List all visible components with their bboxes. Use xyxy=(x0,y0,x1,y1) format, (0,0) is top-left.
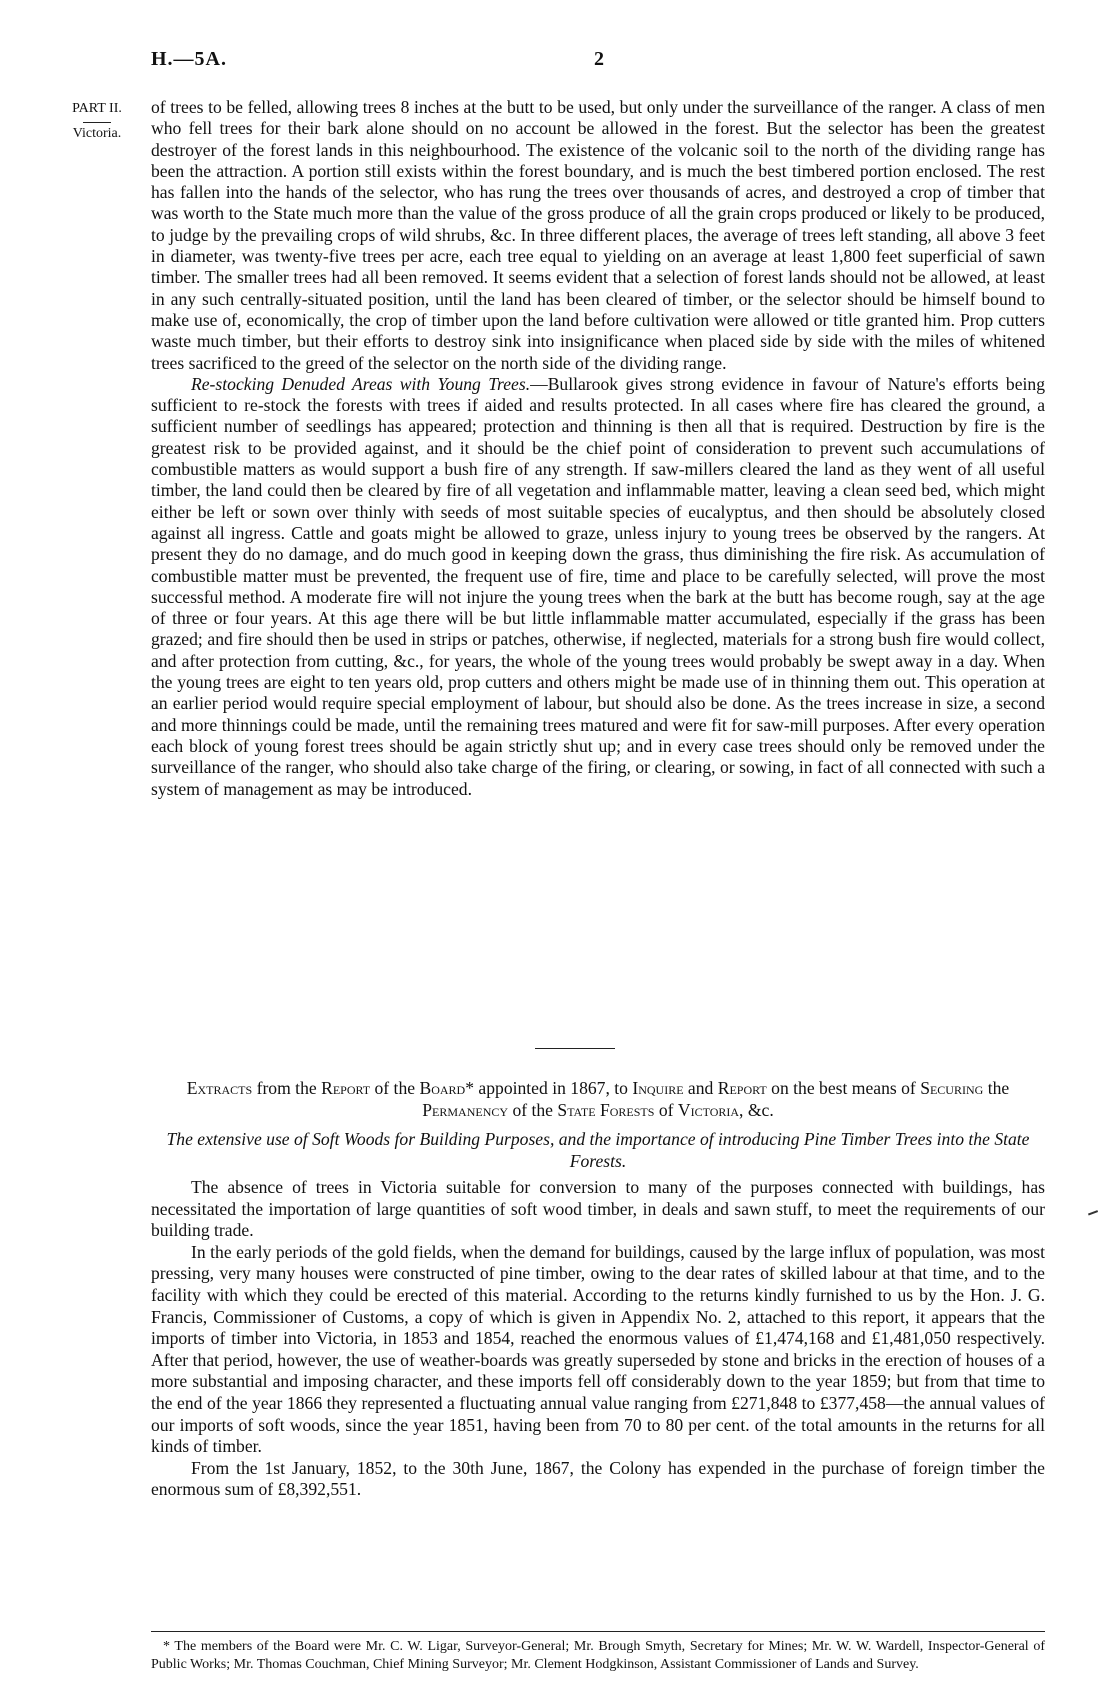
paragraph-gold-fields: In the early periods of the gold fields, when the demand for buildings, caused by the large influx of population, was most pressing, very many houses were constructed of pine timber, owing to the dear rates of skilled labour at that time, and to the facility with which they could be erected of this material. According to the returns kindly furnished to us by the Hon. J. G. Francis, Commissioner of Customs, a copy of which is given in Appendix No. 2, attached to this report, it appears that the imports of timber into Victoria, in 1853 and 1854, reached the enormous values of £1,474,168 and £1,481,050 respectively. After that period, however, the use of weather-boards was greatly superseded by stone and bricks in the erection of houses of a more substantial and imposing character, and these imports fell off considerably down to the year 1859; but from that time to the end of the year 1866 they represented a fluctuating annual value ranging from £271,848 to £377,458—the annual values of our imports of soft woods, since the year 1851, having been from 70 to 80 per cent. of the total amounts in the returns for all kinds of timber. xyxy=(151,1241,1045,1457)
securing-word: Securing xyxy=(920,1078,984,1098)
footnote-rule xyxy=(151,1631,1045,1632)
extracts-text: on the best means of xyxy=(766,1078,921,1098)
section-one xyxy=(151,97,1045,800)
extracts-word: Extracts xyxy=(186,1078,253,1098)
restocking-text: —Bullarook gives strong evidence in favour of Nature's efforts being sufficient to re-stock the forests with trees if aided and results protected. In all cases where fire has cleared the ground, a sufficient number of seedlings has appeared; protection and thinning is then all that is required. Destruction by fire is the greatest risk to be provided against, and it should be the chief point of consideration to prevent such accumulations of combustible matters as would support a bush fire of any strength. If saw-millers cleared the land as they went of all useful timber, the land could then be cleared by fire of all vegetation and inflammable matter, leaving a clean seed bed, which might either be left or sown over thinly with seeds of most suitable species of eucalyptus, and then should be absolutely closed against all ingress. Cattle and goats might be allowed to graze, unless injury to young trees be observed by the rangers. At present they do no damage, and do much good in keeping down the grass, thus diminishing the fire risk. As accumulation of combustible matter must be prevented, the frequent use of fire, time and place to be carefully selected, will prove the most successful method. A moderate fire will not injure the young trees when the bark at the butt has become rough, say at the age of three or four years. At this age there will be but little inflammable matter accumulated, especially if the grass has been grazed; and fire should then be used in strips or patches, otherwise, if neglected, materials for a strong bush fire would collect, and after protection from cutting, &c., for years, the whole of the young trees would probably be swept away in a day. When the young trees are eight to ten years old, prop cutters and others might be made use of in thinning them out. This operation at an earlier period would require special employment of labour, but should also be done. As the trees increase in size, a second and more thinnings could be made, until the remaining trees matured and were fit for saw-mill purposes. After every operation each block of young forest trees should be again strictly shut up; and in every case trees should only be removed under the surveillance of the ranger, who should also take charge of the firing, or clearing, or sowing, in fact of all connected with such a system of management as may be introduced. xyxy=(151,373,1045,799)
margin-part: PART II. xyxy=(72,101,122,116)
margin-region: Victoria. xyxy=(72,126,122,141)
footnote xyxy=(151,1638,1045,1674)
report-word: Report xyxy=(717,1078,767,1098)
inquire-word: Inquire xyxy=(632,1078,684,1098)
permanency-word: Permanency xyxy=(422,1100,509,1120)
paragraph-absence: The absence of trees in Victoria suitable for conversion to many of the purposes connected with buildings, has necessitated the importation of large quantities of soft wood timber, in deals and sawn stuff, to meet the requirements of our building trade. xyxy=(151,1177,1045,1241)
restocking-heading: Re-stocking Denuded Areas with Young Trees. xyxy=(191,373,531,394)
margin-note xyxy=(52,98,142,145)
extracts-text: of the xyxy=(370,1078,420,1098)
margin-mark xyxy=(1086,1205,1098,1216)
extracts-text: appointed in 1867, to xyxy=(474,1078,633,1098)
extracts-text: of xyxy=(654,1100,678,1120)
document-reference: H.—5A. xyxy=(151,48,227,70)
report-word: Report xyxy=(321,1078,371,1098)
board-word: Board* xyxy=(419,1078,475,1098)
page-number: 2 xyxy=(594,48,604,70)
state-forests-word: State Forests xyxy=(557,1100,655,1120)
paragraph-restocking xyxy=(151,374,1045,800)
extracts-text: , &c. xyxy=(739,1100,774,1120)
section-divider xyxy=(535,1048,615,1049)
paragraph-expenditure: From the 1st January, 1852, to the 30th June, 1867, the Colony has expended in the purchase of foreign timber the enormous sum of £8,392,551. xyxy=(151,1457,1045,1500)
extracts-text: of the xyxy=(508,1100,558,1120)
section-two xyxy=(151,1177,1045,1501)
footnote-text: The members of the Board were Mr. C. W. Ligar, Surveyor-General; Mr. Brough Smyth, Secretary for Mines; Mr. W. W. Wardell, Inspector-General of Public Works; Mr. Thomas Couchman, Chief Mining Surveyor; Mr. Clement Hodgkinson, Assistant Commissioner of Lands and Survey. xyxy=(151,1639,1045,1672)
extracts-heading xyxy=(151,1077,1045,1121)
extracts-text: the xyxy=(983,1078,1010,1098)
paragraph-selector: of trees to be felled, allowing trees 8 inches at the butt to be used, but only under the surveillance of the ranger. A class of men who fell trees for their bark alone should on no account be allowed in the forest. But the selector has been the greatest destroyer of the forest lands in this neighbourhood. The existence of the volcanic soil to the north of the dividing range has been the attraction. A portion still exists within the forest boundary, and is much the best timbered portion enclosed. The rest has fallen into the hands of the selector, who has rung the trees over thousands of acres, and destroyed a crop of timber that was worth to the State much more than the value of the gross produce of all the grain crops produced or likely to be produced, to judge by the prevailing crops of wild shrubs, &c. In three different places, the average of trees left standing, all above 3 feet in diameter, was twenty-five trees per acre, each tree equal to yielding on an average at least 1,800 feet superficial of sawn timber. The smaller trees had all been removed. It seems evident that a selection of forest lands should not be allowed, at least in any such centrally-situated position, until the land has been cleared of timber, or the selector should be himself bound to make use of, economically, the crop of timber upon the land before cultivation were allowed or title granted him. Prop cutters waste much timber, but their efforts to destroy sink into insignificance when placed side by side with the miles of whitened trees sacrificed to the greed of the selector on the north side of the dividing range. xyxy=(151,97,1045,373)
extracts-text: from the xyxy=(252,1078,322,1098)
section-subtitle: The extensive use of Soft Woods for Building Purposes, and the importance of introducing Pine Timber Trees into the State Forests. xyxy=(166,1129,1030,1171)
footnote-marker: * xyxy=(163,1639,170,1654)
extracts-text: and xyxy=(683,1078,718,1098)
victoria-word: Victoria xyxy=(677,1100,740,1120)
